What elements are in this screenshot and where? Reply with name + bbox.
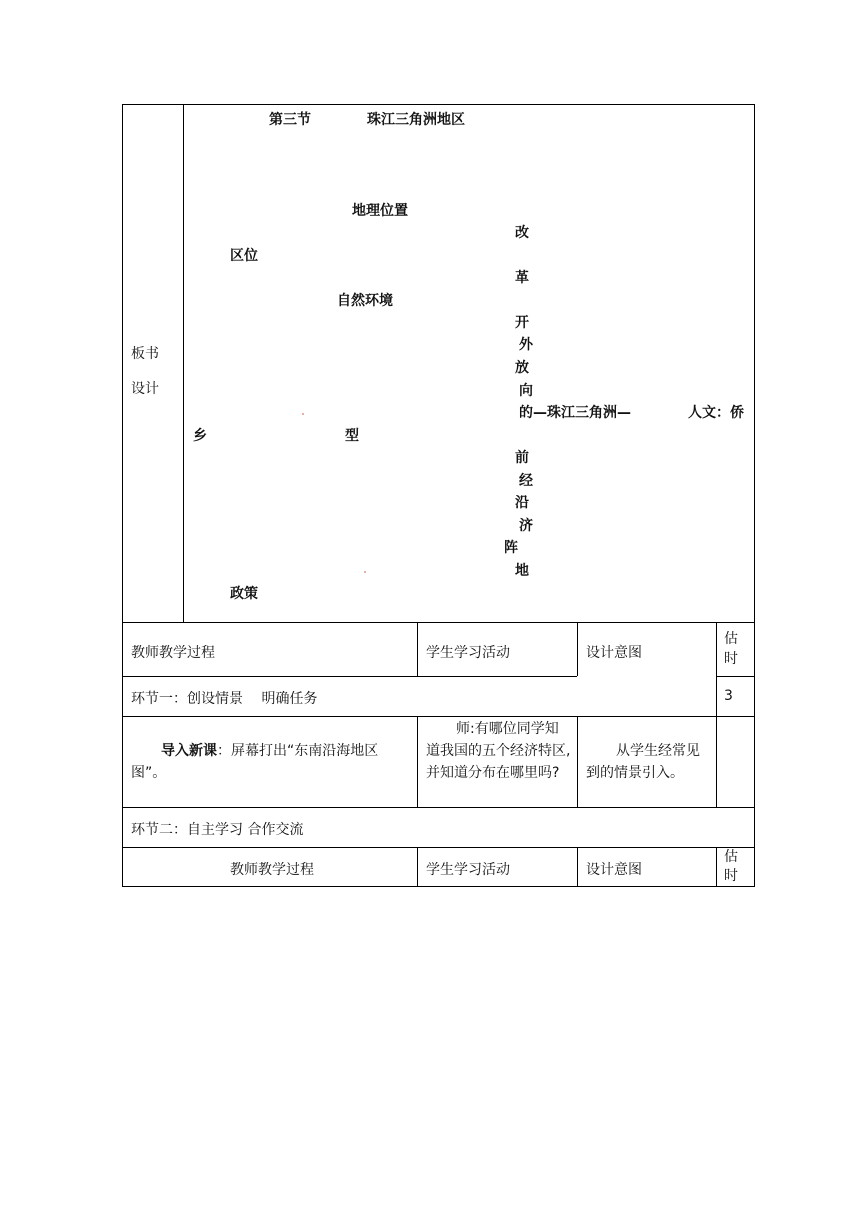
header1-bottom-border: [122, 676, 577, 677]
table-left-border: [122, 104, 123, 887]
col-divider-2-top: [577, 622, 578, 676]
header2-est-time: 估时: [724, 849, 738, 884]
table-right-border: [754, 104, 755, 887]
intro-intent-cell: 从学生经常见到的情景引入。: [586, 743, 700, 781]
col-divider-3-intro: [716, 716, 717, 807]
col-divider-1-top: [417, 622, 418, 676]
intro-bold: 导入新课: [161, 743, 217, 759]
humanities: 人文：侨: [688, 405, 744, 421]
header2-student-activity: 学生学习活动: [426, 862, 510, 878]
col-divider-1-bottom: [417, 847, 418, 886]
geo-position: 地理位置: [352, 203, 408, 219]
vertical-char: 改: [515, 225, 529, 241]
lower-char: 阵: [504, 540, 518, 556]
table-bottom-border: [122, 886, 755, 887]
header-design-intent: 设计意图: [586, 645, 642, 661]
stage2-bottom-border: [122, 847, 755, 848]
header-student-activity: 学生学习活动: [426, 645, 510, 661]
stage1-label: 环节一：创设情景 明确任务: [131, 691, 318, 707]
lower-char: 前: [515, 450, 529, 466]
stage2-label: 环节二：自主学习 合作交流: [131, 822, 304, 838]
lower-char: 经: [519, 473, 533, 489]
natural-environment: 自然环境: [337, 293, 393, 309]
board-label-line2: 设计: [131, 381, 159, 397]
location: 区位: [230, 248, 258, 264]
header-teacher-process: 教师教学过程: [131, 645, 215, 661]
intro-bottom-border: [122, 807, 755, 808]
header1-time-bottom-border: [716, 676, 755, 677]
col-divider-2-bottom: [577, 847, 578, 886]
board-bottom-border: [122, 622, 755, 623]
col-divider-2-intro: [577, 716, 578, 807]
header-est-time: 估时: [724, 631, 738, 667]
col-divider-1-intro: [417, 716, 418, 807]
intro-student-cell: 师:有哪位同学知道我国的五个经济特区,并知道分布在哪里吗?: [426, 721, 571, 781]
lower-char: 沿: [515, 495, 529, 511]
vertical-char: 向: [519, 383, 533, 399]
vertical-char: 开: [515, 315, 529, 331]
intro-text: ：屏幕打出“东南沿海地区图”。: [131, 743, 379, 781]
board-label-divider: [183, 104, 184, 622]
intro-teacher-cell: [131, 740, 413, 784]
lower-char: 地: [515, 563, 529, 579]
header2-design-intent: 设计意图: [586, 862, 642, 878]
col-divider-3-top: [716, 622, 717, 716]
stray-mark: [364, 571, 366, 573]
vertical-char: 放: [515, 360, 529, 376]
xing-char: 型: [345, 428, 359, 444]
section-heading: 第三节: [269, 112, 311, 128]
stage1-bottom-border: [122, 716, 755, 717]
header2-teacher-process: 教师教学过程: [230, 862, 314, 878]
col-divider-3-bottom: [716, 847, 717, 886]
vertical-char: 革: [515, 270, 529, 286]
stray-mark: [302, 413, 304, 415]
lower-char: 济: [519, 518, 533, 534]
xiang-char: 乡: [193, 428, 207, 444]
table-top-border: [122, 104, 755, 105]
policy: 政策: [230, 586, 258, 602]
section-title: 珠江三角洲地区: [367, 112, 465, 128]
center-line: 的—珠江三角洲—: [519, 405, 631, 421]
board-label-line1: 板书: [131, 346, 159, 362]
stage1-time: 3: [724, 688, 733, 704]
vertical-char: 外: [519, 337, 533, 353]
